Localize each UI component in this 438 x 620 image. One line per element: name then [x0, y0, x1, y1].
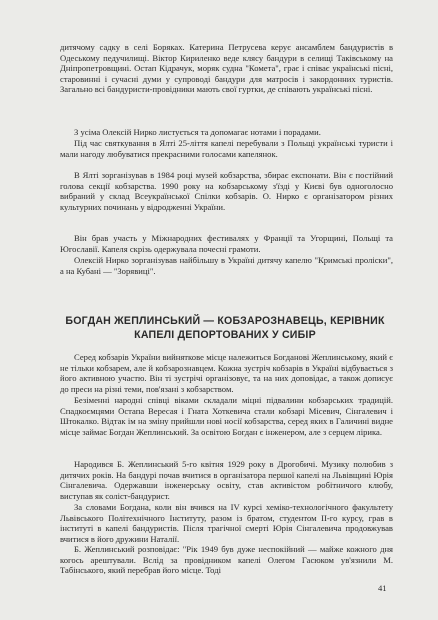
paragraph-bottom-5: Б. Жеплинський розповідає: "Рік 1949 був дуже неспокійний — майже кожного дня когось арештували. Вслід за провідником капелі Олегом Гасюком ув'язнили М. Табінського, який перебрав його місце. Тоді: [60, 544, 393, 576]
paragraph-bottom-1: Серед кобзарів України вийняткове місце належиться Богданові Жеплинському, який є не тільки кобзарем, але й кобзарознавцем. Кожна зустріч кобзарів в Україні відбувається з його активною участю. Він ті зустрічі організовує, та на них доповідає, а також дописує до преси на різні теми, пов'язані з кобзарством.: [60, 352, 393, 394]
paragraph-top-1: дитячому садку в селі Боряках. Катерина Петрусева керує ансамблем бандуристів в Одеському педучилищі. Віктор Кириленко веде клясу бандури в селищі Таківському на Дніпропетровщині. Остап Кідрачук, моряк судна "Комета", грає і співає українські пісні, старовинні і сучасні думи у супроводі бандури для матросів і закордонних туристів. Загально всі бандуристи-провідники мають свої гуртки, де співають українські пісні.: [60, 42, 393, 95]
paragraph-top-5: Він брав участь у Міжнародних фестивалях у Франції та Угорщині, Польщі та Югославії. Капеля скрізь одержувала почесні грамоти.: [60, 233, 393, 254]
paragraph-bottom-2: Безіменні народні співці віками складали міцні підвалини кобзарських традицій. Спадкоємцями Остапа Вересая і Гната Хоткевича стали кобзарі Місевич, Сінгалевич і Штокалко. Відтак ім на зміну прийшли нові носії кобзарства, серед яких в Галичині видне місце займає Богдан Жеплинський. За освітою Богдан є інженером, але з серцем лірика.: [60, 395, 393, 437]
paragraph-top-3: Під час святкування в Ялті 25-ліття капелі перебували з Польщі українські туристи і мали нагоду любуватися прекрасними голосами капелянок.: [60, 138, 393, 159]
page-number: 41: [378, 583, 387, 593]
paragraph-bottom-3: Народився Б. Жеплинський 5-го квітня 1929 року в Дрогобичі. Музику полюбив з дитячих років. На бандурі почав вчитися в організатора першої капелі на Львівщині Юрія Сінгалевича. Одержавши інженерську освіту, став активістом робітничого клюбу, виступав як соліст-бандурист.: [60, 459, 393, 501]
paragraph-bottom-4: За словами Богдана, коли він вчився на IV курсі хеміко-технологічного факультету Львівського Політехнічного Інституту, разом із братом, студентом II-го курсу, грав в інституті в капелі бандуристів. Після трагічної смерті Юрія Сінгалевича продовжував вчитися в його дружини Наталії.: [60, 502, 393, 544]
paragraph-top-4: В Ялті зорганізував в 1984 році музей кобзарства, збирає експонати. Він є постійний голова секції кобзарства. 1990 року на кобзарському з'їзді у Києві був одноголосно вибраний у склад Всеукраїнської Спілки кобзарів. О. Нирко є організатором різних культурних починань у відродженні України.: [60, 170, 393, 212]
section-heading: БОГДАН ЖЕПЛИНСЬКИЙ — КОБЗАРОЗНАВЕЦЬ, КЕРІВНИК КАПЕЛІ ДЕПОРТОВАНИХ У СИБІР: [65, 315, 385, 341]
paragraph-top-2: З усіма Олексій Нирко листується та допомагає нотами і порадами.: [74, 127, 321, 137]
paragraph-top-6: Олексій Нирко зорганізував найбільшу в Україні дитячу капелю "Кримські проліски", а на Кубані — "Зорявиці".: [60, 255, 393, 276]
